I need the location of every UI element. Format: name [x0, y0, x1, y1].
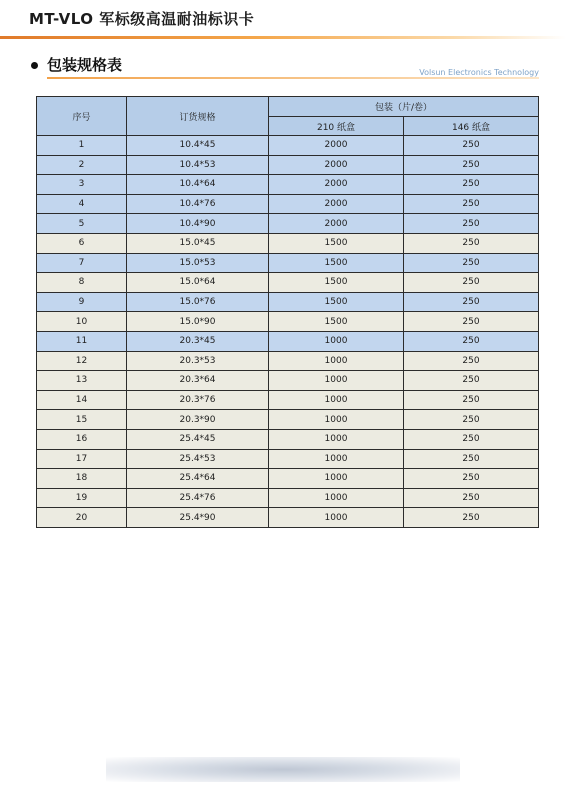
- cell-spec: 20.3*45: [127, 331, 269, 351]
- cell-box-210: 1000: [269, 331, 404, 351]
- table-row: [37, 136, 539, 156]
- cell-box-210: 1000: [269, 371, 404, 391]
- cell-spec: 15.0*53: [127, 253, 269, 273]
- cell-box-146: 250: [404, 194, 539, 214]
- table-row: [37, 351, 539, 371]
- cell-box-146: 250: [404, 233, 539, 253]
- table-row: [37, 312, 539, 332]
- cell-box-146: 250: [404, 410, 539, 430]
- cell-box-210: 2000: [269, 194, 404, 214]
- cell-box-210: 1000: [269, 469, 404, 489]
- table-row: [37, 273, 539, 293]
- title-divider: [0, 36, 566, 39]
- table-row: [37, 233, 539, 253]
- cell-no: 6: [37, 233, 127, 253]
- cell-no: 17: [37, 449, 127, 469]
- table-row: [37, 390, 539, 410]
- cell-box-146: 250: [404, 273, 539, 293]
- cell-no: 2: [37, 155, 127, 175]
- cell-no: 4: [37, 194, 127, 214]
- cell-no: 20: [37, 508, 127, 528]
- cell-spec: 25.4*53: [127, 449, 269, 469]
- cell-no: 3: [37, 175, 127, 195]
- cell-box-146: 250: [404, 508, 539, 528]
- table-row: [37, 429, 539, 449]
- table-row: [37, 331, 539, 351]
- table-row: [37, 175, 539, 195]
- cell-box-210: 1500: [269, 233, 404, 253]
- column-header-box-146: 146 纸盒: [404, 117, 539, 136]
- cell-no: 9: [37, 292, 127, 312]
- cell-box-210: 1000: [269, 508, 404, 528]
- section-divider: [47, 77, 539, 79]
- document-title: MT-VLO 军标级高温耐油标识卡: [29, 10, 255, 28]
- footer-decoration: [106, 757, 460, 782]
- table-row: [37, 469, 539, 489]
- cell-no: 16: [37, 429, 127, 449]
- table-row: [37, 214, 539, 234]
- cell-spec: 15.0*64: [127, 273, 269, 293]
- cell-box-146: 250: [404, 488, 539, 508]
- bullet-icon: [31, 62, 38, 69]
- cell-no: 12: [37, 351, 127, 371]
- cell-spec: 15.0*76: [127, 292, 269, 312]
- table-row: [37, 253, 539, 273]
- cell-spec: 10.4*45: [127, 136, 269, 156]
- cell-box-146: 250: [404, 155, 539, 175]
- cell-box-210: 1000: [269, 410, 404, 430]
- table-row: [37, 449, 539, 469]
- cell-no: 14: [37, 390, 127, 410]
- cell-spec: 20.3*53: [127, 351, 269, 371]
- column-header-no: 序号: [37, 97, 127, 136]
- column-header-packaging: 包装（片/卷）: [269, 97, 539, 117]
- cell-box-146: 250: [404, 449, 539, 469]
- cell-spec: 20.3*90: [127, 410, 269, 430]
- table-row: [37, 292, 539, 312]
- table-row: [37, 508, 539, 528]
- table-row: [37, 155, 539, 175]
- cell-box-146: 250: [404, 175, 539, 195]
- cell-box-146: 250: [404, 331, 539, 351]
- cell-box-146: 250: [404, 371, 539, 391]
- table-row: [37, 194, 539, 214]
- cell-spec: 15.0*90: [127, 312, 269, 332]
- table-row: [37, 371, 539, 391]
- column-header-box-210: 210 纸盒: [269, 117, 404, 136]
- cell-no: 7: [37, 253, 127, 273]
- cell-box-146: 250: [404, 214, 539, 234]
- cell-box-210: 1500: [269, 273, 404, 293]
- cell-box-210: 1000: [269, 488, 404, 508]
- cell-box-210: 2000: [269, 175, 404, 195]
- cell-spec: 20.3*64: [127, 371, 269, 391]
- cell-box-146: 250: [404, 136, 539, 156]
- cell-spec: 15.0*45: [127, 233, 269, 253]
- cell-spec: 25.4*45: [127, 429, 269, 449]
- cell-no: 10: [37, 312, 127, 332]
- section-title: 包装规格表: [47, 56, 123, 74]
- cell-box-146: 250: [404, 312, 539, 332]
- cell-box-210: 1500: [269, 253, 404, 273]
- cell-spec: 10.4*64: [127, 175, 269, 195]
- cell-no: 11: [37, 331, 127, 351]
- cell-box-146: 250: [404, 351, 539, 371]
- cell-no: 5: [37, 214, 127, 234]
- cell-no: 18: [37, 469, 127, 489]
- cell-box-146: 250: [404, 292, 539, 312]
- cell-box-210: 1000: [269, 351, 404, 371]
- cell-box-146: 250: [404, 390, 539, 410]
- cell-box-210: 1000: [269, 390, 404, 410]
- cell-box-210: 1500: [269, 312, 404, 332]
- cell-spec: 10.4*53: [127, 155, 269, 175]
- cell-spec: 10.4*90: [127, 214, 269, 234]
- column-header-spec: 订货规格: [127, 97, 269, 136]
- cell-box-210: 2000: [269, 136, 404, 156]
- cell-no: 1: [37, 136, 127, 156]
- cell-box-146: 250: [404, 469, 539, 489]
- table-row: [37, 410, 539, 430]
- cell-spec: 20.3*76: [127, 390, 269, 410]
- cell-box-146: 250: [404, 429, 539, 449]
- table-row: [37, 488, 539, 508]
- cell-spec: 10.4*76: [127, 194, 269, 214]
- cell-box-146: 250: [404, 253, 539, 273]
- cell-spec: 25.4*64: [127, 469, 269, 489]
- cell-spec: 25.4*90: [127, 508, 269, 528]
- table-body: [37, 136, 539, 528]
- cell-no: 15: [37, 410, 127, 430]
- packaging-spec-table: [36, 96, 539, 528]
- company-name: Volsun Electronics Technology: [419, 68, 539, 77]
- cell-box-210: 1000: [269, 429, 404, 449]
- cell-box-210: 1000: [269, 449, 404, 469]
- cell-box-210: 2000: [269, 155, 404, 175]
- cell-no: 13: [37, 371, 127, 391]
- cell-spec: 25.4*76: [127, 488, 269, 508]
- cell-box-210: 2000: [269, 214, 404, 234]
- cell-box-210: 1500: [269, 292, 404, 312]
- cell-no: 19: [37, 488, 127, 508]
- cell-no: 8: [37, 273, 127, 293]
